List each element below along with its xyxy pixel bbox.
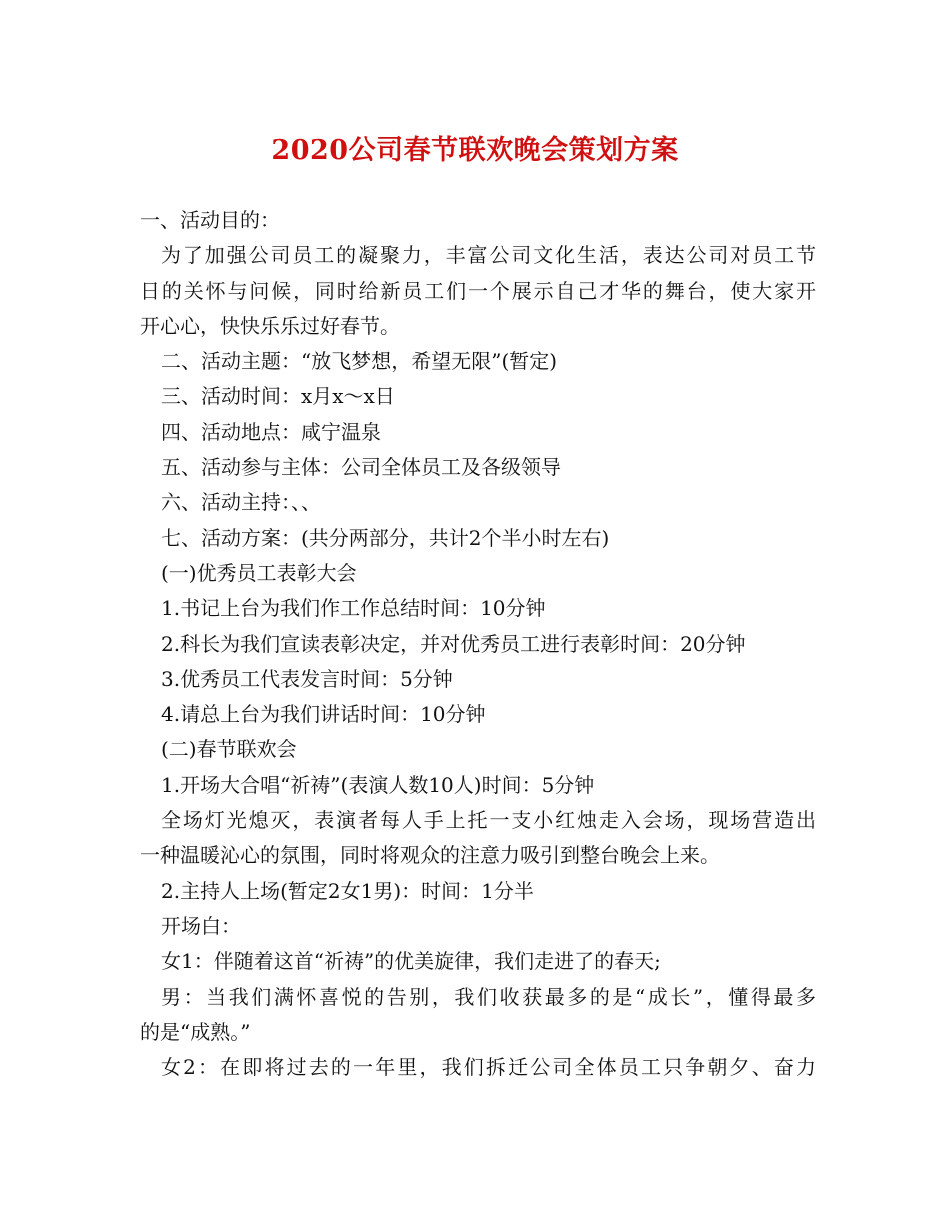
dialogue-line: 男：当我们满怀喜悦的告别，我们收获最多的是“成长”，懂得最多 bbox=[161, 984, 816, 1009]
list-item: 1.书记上台为我们作工作总结时间：10分钟 bbox=[161, 596, 546, 621]
paragraph-line: 全场灯光熄灭，表演者每人手上托一支小红烛走入会场，现场营造出 bbox=[161, 808, 816, 833]
list-item: 4.请总上台为我们讲话时间：10分钟 bbox=[161, 702, 486, 727]
section-heading-theme: 二、活动主题：“放飞梦想，希望无限”(暂定) bbox=[161, 349, 558, 374]
list-item: 1.开场大合唱“祈祷”(表演人数10人)时间：5分钟 bbox=[161, 772, 595, 797]
dialogue-line: 的是“成熟。” bbox=[140, 1019, 251, 1044]
paragraph-line: 开心心，快快乐乐过好春节。 bbox=[140, 313, 400, 338]
paragraph-line: 一种温暖沁心的氛围，同时将观众的注意力吸引到整台晚会上来。 bbox=[140, 843, 720, 868]
paragraph-line: 为了加强公司员工的凝聚力，丰富公司文化生活，表达公司对员工节 bbox=[161, 243, 816, 268]
document-body bbox=[140, 203, 816, 1085]
paragraph-line: 开场白： bbox=[161, 913, 241, 938]
list-item: 2.主持人上场(暂定2女1男)：时间：1分半 bbox=[161, 878, 534, 903]
section-heading-participants: 五、活动参与主体：公司全体员工及各级领导 bbox=[161, 455, 561, 480]
section-heading-time: 三、活动时间：x月x～x日 bbox=[161, 384, 395, 409]
section-heading-location: 四、活动地点：咸宁温泉 bbox=[161, 419, 381, 444]
section-heading-purpose: 一、活动目的： bbox=[140, 208, 280, 232]
document-title: 2020公司春节联欢晚会策划方案 bbox=[271, 135, 679, 166]
paragraph-line: 日的关怀与问候，同时给新员工们一个展示自己才华的舞台，使大家开 bbox=[140, 278, 816, 303]
dialogue-line: 女1：伴随着这首“祈祷”的优美旋律，我们走进了的春天; bbox=[161, 949, 661, 974]
section-heading-hosts: 六、活动主持：、、 bbox=[161, 490, 321, 515]
section-heading-plan: 七、活动方案：(共分两部分，共计2个半小时左右) bbox=[161, 525, 610, 550]
list-item: 3.优秀员工代表发言时间：5分钟 bbox=[161, 666, 453, 691]
list-item: 2.科长为我们宣读表彰决定，并对优秀员工进行表彰时间：20分钟 bbox=[161, 631, 746, 656]
subsection-heading-gala: (二)春节联欢会 bbox=[161, 737, 297, 762]
subsection-heading-awards: (一)优秀员工表彰大会 bbox=[161, 560, 357, 585]
dialogue-line: 女2：在即将过去的一年里，我们拆迁公司全体员工只争朝夕、奋力 bbox=[161, 1055, 816, 1080]
